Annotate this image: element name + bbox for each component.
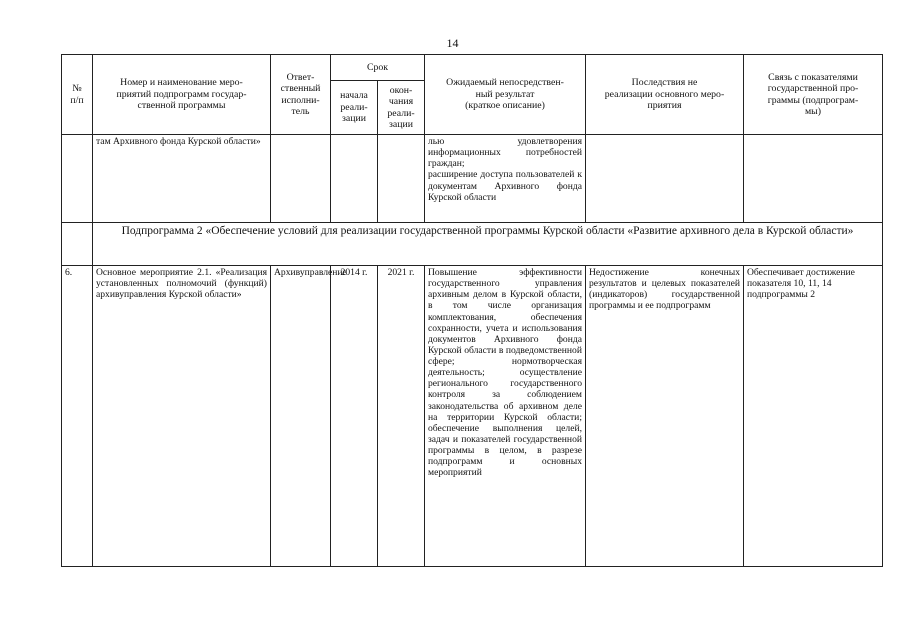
header-term-start: начала реали- зации (331, 81, 378, 135)
subprogram-row (62, 223, 883, 266)
row-consequences (586, 135, 744, 223)
measures-table (61, 54, 883, 567)
row-result: лью удовлетворения информационных потребностей граждан; расширение доступа пользователей к документам Архивного фонда Курской области (425, 135, 586, 223)
row-responsible (271, 135, 331, 223)
row-link (744, 135, 883, 223)
header-link: Связь с показателями государственной про- граммы (подпрограм- мы) (744, 55, 883, 135)
row-name: Основное мероприятие 2.1. «Реализация установленных полномочий (функций) архивуправления Курской области» (93, 266, 271, 567)
row-result: Повышение эффективности государственного управления архивным делом в Курской области, в том числе организация комплектования, обеспечения сохранности, учета и использования документов Архивного фонда Курской области в подведомственной сфере; нормотворческая деятельность; осуществление регионального государственного контроля за соблюдением законодательства об архивном деле на территории Курской области; обеспечение выполнения целей, задач и показателей государственной программы в целом, в разрезе подпрограмм и основных мероприятий (425, 266, 586, 567)
row-start: 2014 г. (331, 266, 378, 567)
header-term-end: окон- чания реали- зации (378, 81, 425, 135)
subprogram-num-cell (62, 223, 93, 266)
header-consequences: Последствия не реализации основного меро- приятия (586, 55, 744, 135)
header-result: Ожидаемый непосредствен- ный результат (краткое описание) (425, 55, 586, 135)
row-num: 6. (62, 266, 93, 567)
row-name: там Архивного фонда Курской области» (93, 135, 271, 223)
table-row (62, 266, 883, 567)
table-row (62, 135, 883, 223)
row-num (62, 135, 93, 223)
header-name: Номер и наименование меро- приятий подпрограмм государ- ственной программы (93, 55, 271, 135)
row-responsible: Архивуправление (271, 266, 331, 567)
page-number: 14 (446, 36, 459, 50)
row-start (331, 135, 378, 223)
header-responsible: Ответ- ственный исполни- тель (271, 55, 331, 135)
row-consequences: Недостижение конечных результатов и целевых показателей (индикаторов) государственной программы и ее подпрограмм (586, 266, 744, 567)
row-link: Обеспечивает достижение показателя 10, 11, 14 подпрограммы 2 (744, 266, 883, 567)
row-end (378, 135, 425, 223)
header-term: Срок (331, 55, 425, 81)
row-end: 2021 г. (378, 266, 425, 567)
header-num: № п/п (62, 55, 93, 135)
subprogram-title: Подпрограмма 2 «Обеспечение условий для реализации государственной программы Курской области «Развитие архивного дела в Курской области» (93, 223, 883, 266)
